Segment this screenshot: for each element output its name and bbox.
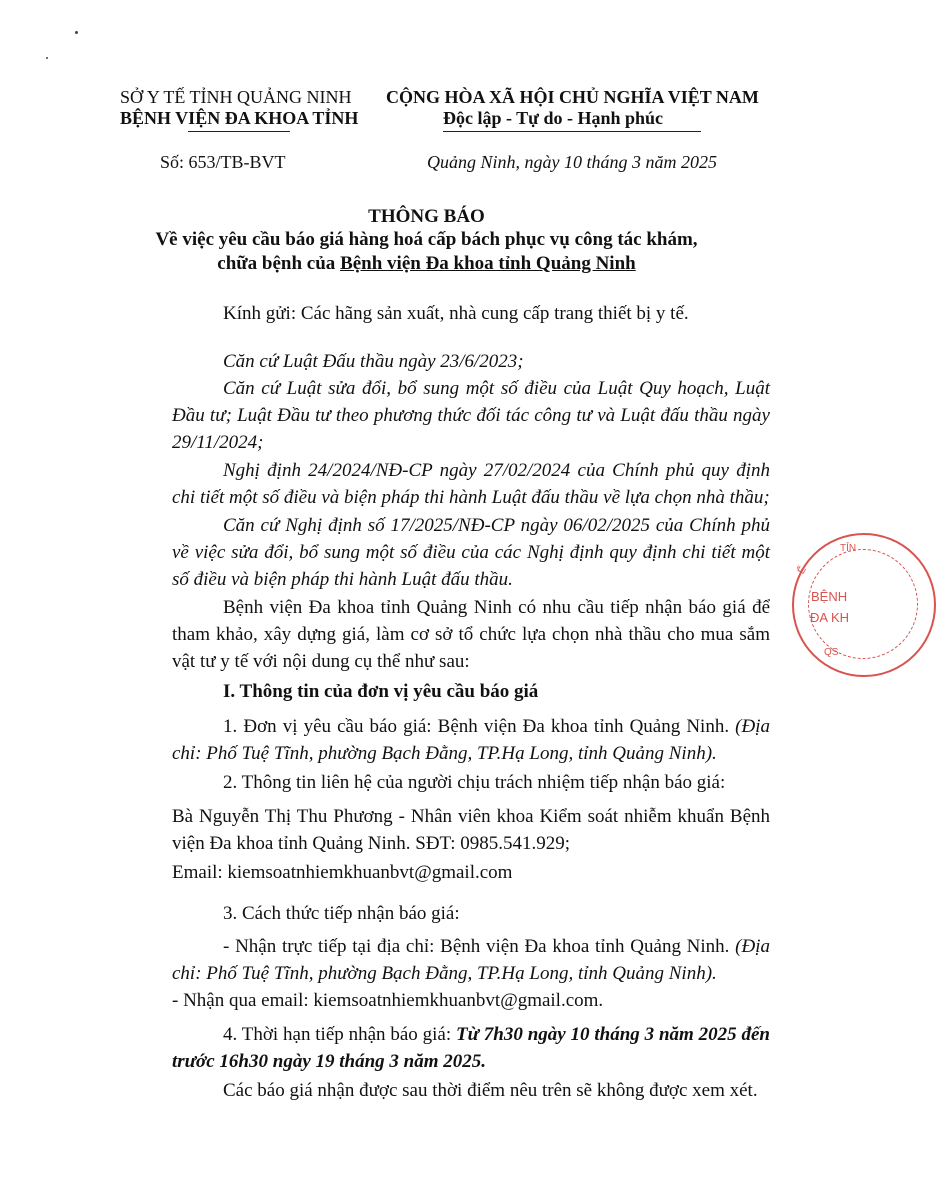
section-1-item-2: 2. Thông tin liên hệ của người chịu trách nhiệm tiếp nhận báo giá: — [223, 772, 726, 793]
contact-person: Bà Nguyễn Thị Thu Phương - Nhân viên khoa Kiểm soát nhiễm khuẩn Bệnh viện Đa khoa tỉnh Quảng Ninh. SĐT: 0985.541.929; — [172, 806, 770, 854]
subtitle-prefix: chữa bệnh của — [217, 253, 341, 274]
stamp-arc-top: TỈN — [840, 543, 857, 554]
subtitle-hospital-name: Bệnh viện Đa khoa tỉnh Quảng Ninh — [340, 253, 636, 274]
receive-method-1 — [172, 933, 770, 987]
stamp-text-1: BỆNH — [811, 589, 848, 604]
notice-subtitle-line-1: Về việc yêu cầu báo giá hàng hoá cấp bách phục vụ công tác khám, — [155, 229, 698, 250]
recipient-line: Kính gửi: Các hãng sản xuất, nhà cung cấp trang thiết bị y tế. — [223, 303, 689, 324]
method-1-text: - Nhận trực tiếp tại địa chỉ: Bệnh viện Đa khoa tỉnh Quảng Ninh. — [223, 936, 736, 957]
stamp-arc-bottom: QS — [824, 647, 839, 658]
org-underline — [188, 131, 290, 132]
method-1-address: (Địa chỉ: Phố Tuệ Tĩnh, phường Bạch Đằng, TP.Hạ Long, tỉnh Quảng Ninh). — [172, 936, 770, 984]
legal-basis-4: Căn cứ Nghị định số 17/2025/NĐ-CP ngày 06/02/2025 của Chính phủ về việc sửa đổi, bổ sung một số điều của các Nghị định quy định chi tiết một số điều và biện pháp thi hành Luật đấu thầu. — [172, 515, 770, 590]
place-and-date: Quảng Ninh, ngày 10 tháng 3 năm 2025 — [427, 152, 717, 172]
nation-line-1: CỘNG HÒA XÃ HỘI CHỦ NGHĨA VIỆT NAM — [386, 87, 759, 107]
org-line-2: BỆNH VIỆN ĐA KHOA TỈNH — [120, 108, 359, 128]
nation-line-2: Độc lập - Tự do - Hạnh phúc — [443, 108, 664, 128]
item-4-deadline: Từ 7h30 ngày 10 tháng 3 năm 2025 đến trước 16h30 ngày 19 tháng 3 năm 2025. — [172, 1024, 770, 1072]
late-quote-note: Các báo giá nhận được sau thời điểm nêu trên sẽ không được xem xét. — [223, 1080, 758, 1101]
item-1-text: 1. Đơn vị yêu cầu báo giá: Bệnh viện Đa khoa tỉnh Quảng Ninh. — [223, 716, 736, 737]
section-1-item-3: 3. Cách thức tiếp nhận báo giá: — [223, 903, 460, 924]
section-1-item-4 — [172, 1021, 770, 1075]
section-1-item-1 — [172, 713, 770, 767]
item-4-label: 4. Thời hạn tiếp nhận báo giá: — [223, 1024, 456, 1045]
stamp-inner-ring — [808, 549, 918, 659]
legal-basis-3: Nghị định 24/2024/NĐ-CP ngày 27/02/2024 của Chính phủ quy định chi tiết một số điều và biện pháp thi hành Luật đấu thầu về lựa chọn nhà thầu; — [172, 460, 770, 508]
org-line-1: SỞ Y TẾ TỈNH QUẢNG NINH — [120, 87, 352, 107]
notice-title: THÔNG BÁO — [368, 206, 485, 227]
notice-subtitle-line-2 — [0, 253, 853, 275]
section-1-heading: I. Thông tin của đơn vị yêu cầu báo giá — [223, 681, 539, 702]
receive-method-2: - Nhận qua email: kiemsoatnhiemkhuanbvt@gmail.com. — [172, 990, 604, 1011]
scan-speck — [75, 31, 78, 34]
scan-speck — [46, 57, 48, 59]
intro-paragraph: Bệnh viện Đa khoa tỉnh Quảng Ninh có nhu cầu tiếp nhận báo giá để tham khảo, xây dựng giá, làm cơ sở tổ chức lựa chọn nhà thầu cho mua sắm vật tư y tế với nội dung cụ thể như sau: — [172, 597, 770, 672]
nation-underline — [443, 131, 701, 132]
official-stamp — [792, 533, 936, 677]
stamp-arc-left: Ế — [795, 564, 809, 577]
stamp-text-2: ĐA KH — [810, 610, 850, 625]
legal-basis-2: Căn cứ Luật sửa đổi, bổ sung một số điều của Luật Quy hoạch, Luật Đầu tư; Luật Đầu tư theo phương thức đối tác công tư và Luật đấu thầu ngày 29/11/2024; — [172, 378, 770, 453]
item-1-address: (Địa chỉ: Phố Tuệ Tĩnh, phường Bạch Đằng, TP.Hạ Long, tỉnh Quảng Ninh). — [172, 716, 770, 764]
document-number: Số: 653/TB-BVT — [160, 152, 286, 172]
contact-email: Email: kiemsoatnhiemkhuanbvt@gmail.com — [172, 862, 513, 883]
legal-basis-1: Căn cứ Luật Đấu thầu ngày 23/6/2023; — [223, 351, 524, 372]
